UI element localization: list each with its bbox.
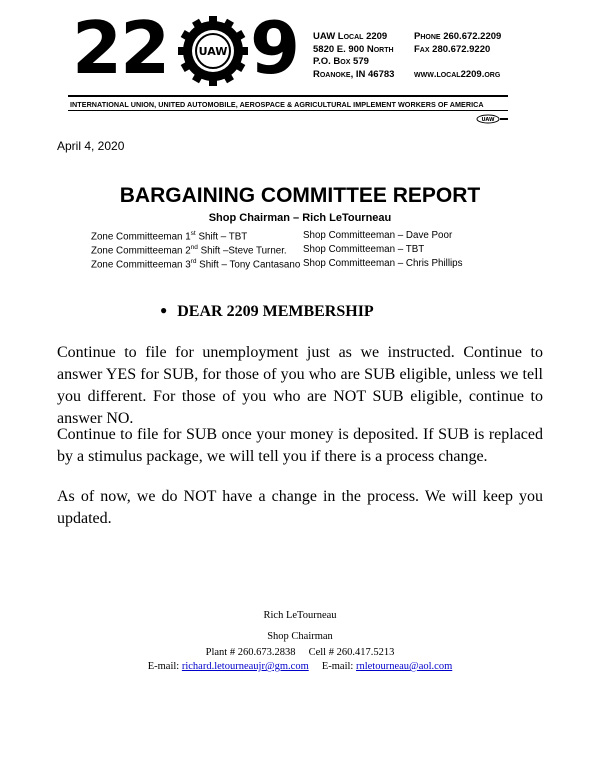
signature-phones: Plant # 260.673.2838 Cell # 260.417.5213: [205, 647, 395, 658]
email-link-gm[interactable]: richard.letourneaujr@gm.com: [181, 661, 309, 672]
shop-committeeman-1: Shop Committeeman – Dave Poor: [303, 230, 453, 241]
signature-role: Shop Chairman: [267, 631, 333, 642]
address-line: 5820 E. 900 North: [313, 43, 394, 55]
signature-emails: E-mail: richard.letourneaujr@gm.com E-mail: rnletourneau@aol.com: [147, 661, 453, 672]
address-block: [313, 31, 394, 81]
bullet-icon: ●: [160, 303, 168, 317]
zone-committeeman-1: Zone Committeeman 1st Shift – TBT: [91, 230, 248, 243]
address-line: UAW Local 2209: [313, 31, 388, 42]
zone-committeeman-2: Zone Committeeman 2nd Shift –Steve Turner.: [91, 244, 287, 257]
paragraph-2: Continue to file for SUB once your money is deposited. If SUB is replaced by a stimulus package, we will tell you if there is a process change.: [57, 426, 543, 465]
seal-text: UAW: [198, 45, 228, 58]
page-title: BARGAINING COMMITTEE REPORT: [119, 184, 481, 207]
local-number-right: 9: [250, 6, 299, 90]
signature-name: Rich LeTourneau: [263, 610, 337, 621]
shop-committeeman-2: Shop Committeeman – TBT: [303, 244, 425, 255]
zone-committeeman-3: Zone Committeeman 3rd Shift – Tony Cantasano: [91, 258, 301, 271]
fax-line: Fax 280.672.9220: [414, 43, 491, 55]
website-line[interactable]: www.local2209.org: [414, 68, 501, 80]
section-heading: ● DEAR 2209 MEMBERSHIP: [160, 303, 374, 320]
shop-committeeman-3: Shop Committeeman – Chris Phillips: [303, 258, 463, 269]
phone-line: Phone 260.672.2209: [414, 31, 502, 42]
address-line: P.O. Box 579: [313, 56, 369, 67]
uaw-gear-seal-icon: [178, 16, 248, 86]
paragraph-3: As of now, we do NOT have a change in the process. We will keep you updated.: [57, 488, 543, 527]
document-date: April 4, 2020: [57, 139, 125, 153]
union-bug-text: UAW: [481, 117, 495, 123]
local-number-left: 22: [72, 6, 169, 90]
contact-block: [414, 31, 501, 81]
address-line: Roanoke, IN 46783: [313, 68, 395, 80]
union-bug-icon: [476, 114, 510, 124]
international-union-line: INTERNATIONAL UNION, UNITED AUTOMOBILE, AEROSPACE & AGRICULTURAL IMPLEMENT WORKERS OF AMERICA: [70, 100, 484, 109]
email-link-aol[interactable]: rnletourneau@aol.com: [355, 661, 453, 672]
contact-spacer: [414, 56, 501, 69]
letterhead-rule-bottom: [68, 110, 508, 111]
paragraph-1: Continue to file for unemployment just as we instructed. Continue to answer YES for SUB, for those of you who are SUB eligible, unless we tell you different. For those of you who are NOT SUB eligible, continue to answer NO.: [57, 344, 543, 427]
letterhead-rule-top: [68, 95, 508, 97]
page-subtitle: Shop Chairman – Rich LeTourneau: [208, 212, 392, 224]
